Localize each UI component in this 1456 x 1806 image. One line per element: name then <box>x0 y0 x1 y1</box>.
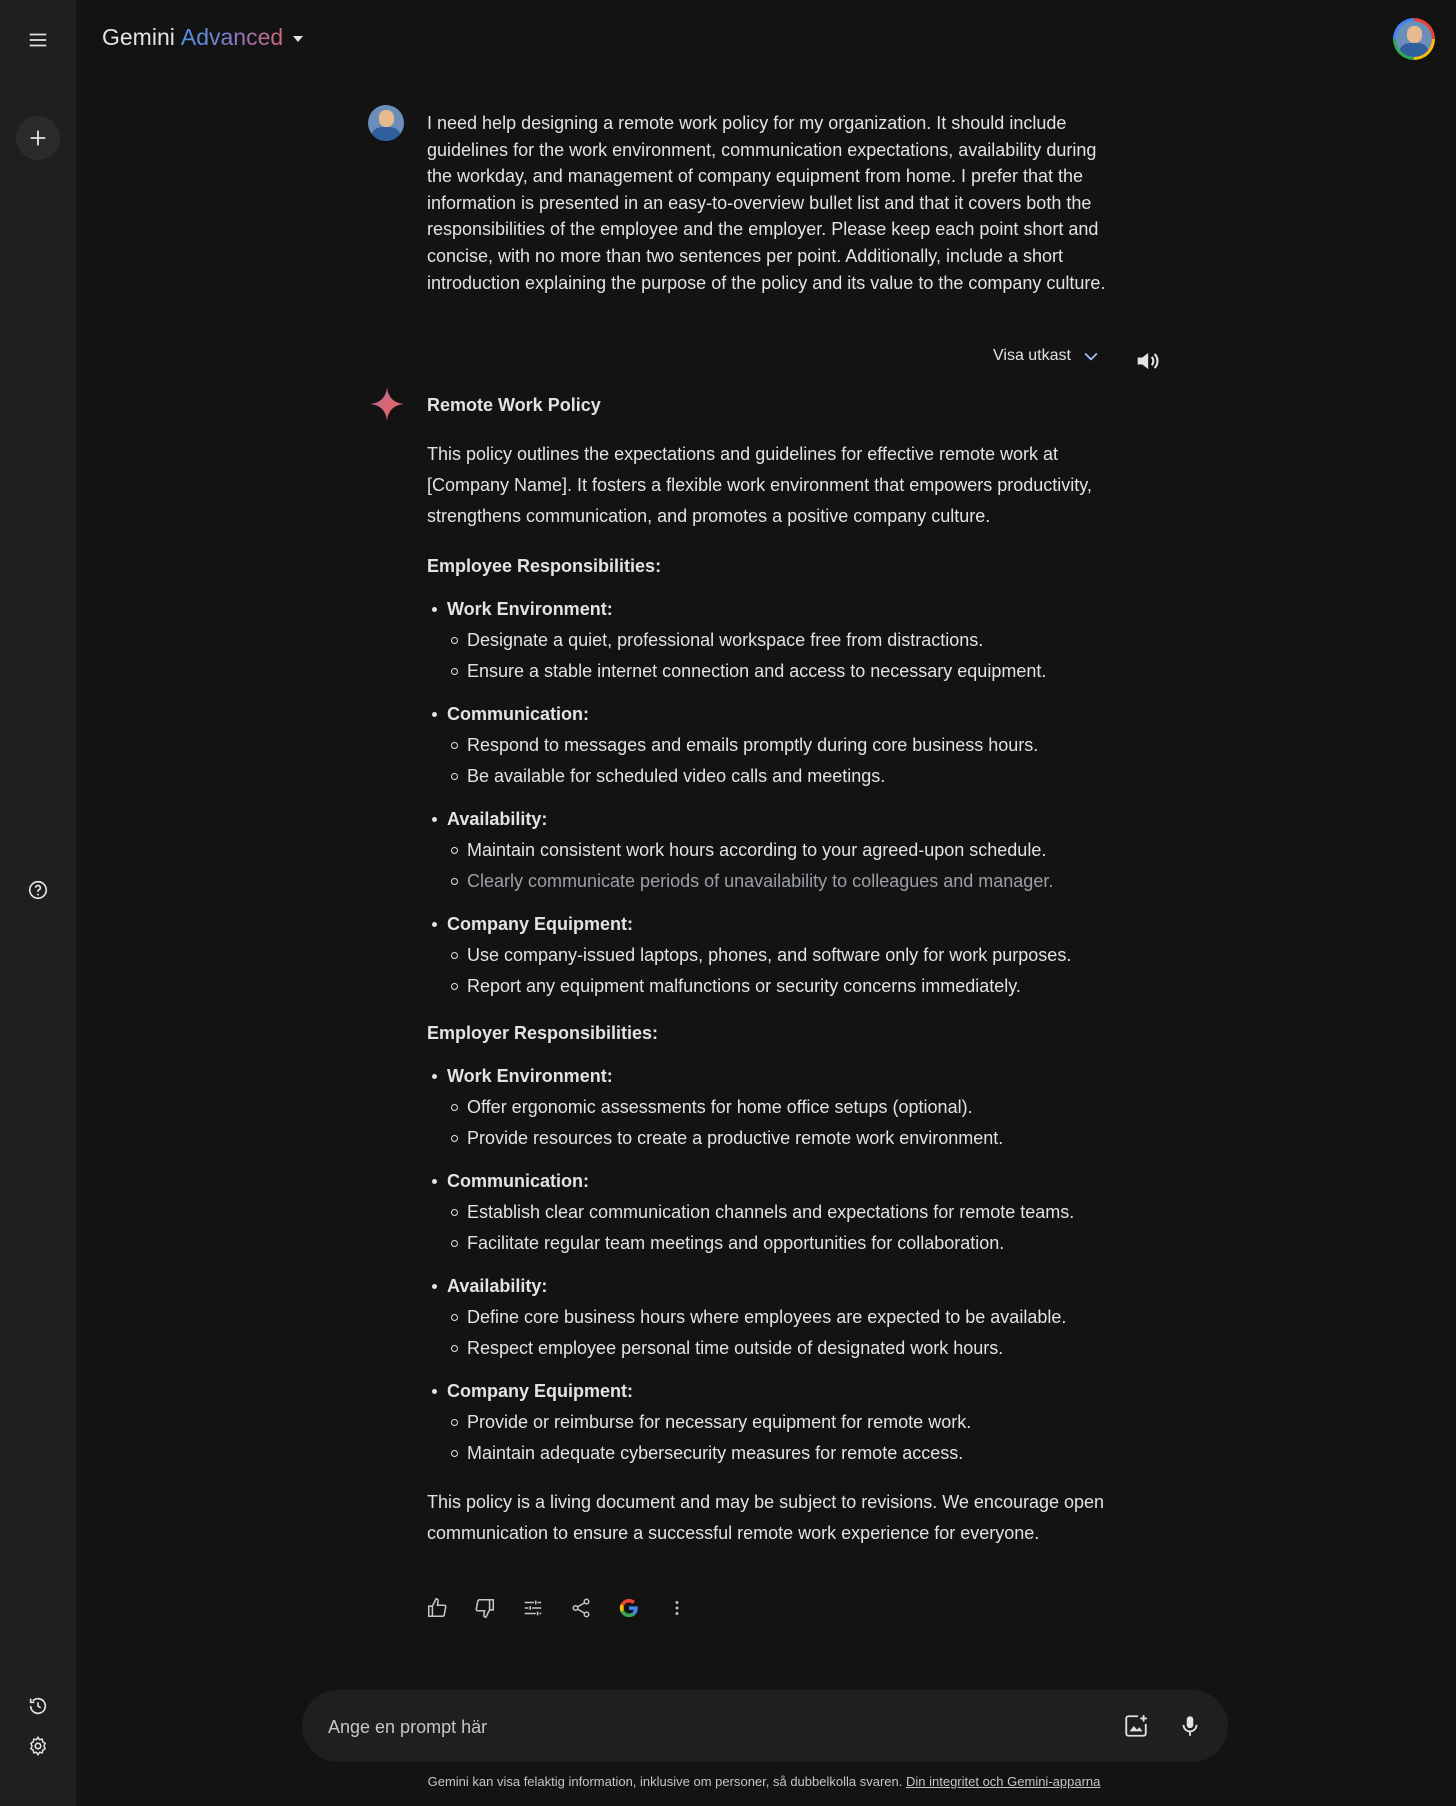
upload-image-button[interactable] <box>1122 1712 1150 1740</box>
chevron-down-icon <box>293 36 303 42</box>
account-avatar[interactable] <box>1393 18 1435 60</box>
activity-button[interactable] <box>16 1684 60 1728</box>
help-button[interactable] <box>16 868 60 912</box>
list-item: Be available for scheduled video calls and meetings. <box>427 763 1127 789</box>
side-rail <box>0 0 76 1806</box>
list-item: Company Equipment: <box>427 1378 1127 1404</box>
more-options-button[interactable] <box>665 1596 689 1620</box>
share-icon <box>570 1597 592 1619</box>
model-response <box>427 392 1127 1549</box>
privacy-link[interactable]: Din integritet och Gemini-apparna <box>905 1774 1101 1789</box>
new-chat-button[interactable] <box>16 116 60 160</box>
more-vert-icon <box>666 1597 688 1619</box>
thumbs-up-icon <box>426 1597 448 1619</box>
plus-icon <box>27 127 49 149</box>
chevron-down-icon <box>1081 346 1101 366</box>
list-item: Establish clear communication channels and expectations for remote teams. <box>427 1199 1127 1225</box>
avatar-image <box>1396 21 1432 57</box>
prompt-input[interactable] <box>326 1710 1110 1744</box>
list-item: Maintain consistent work hours according to your agreed-upon schedule. <box>427 837 1127 863</box>
disclaimer <box>0 1774 1456 1789</box>
gear-icon <box>27 1735 49 1757</box>
list-item: Communication: <box>427 701 1127 727</box>
list-item: Provide resources to create a productive remote work environment. <box>427 1125 1127 1151</box>
list-item: Use company-issued laptops, phones, and software only for work purposes. <box>427 942 1127 968</box>
show-drafts-label: Visa utkast <box>993 347 1071 364</box>
response-intro: This policy outlines the expectations and guidelines for effective remote work at [Company Name]. It fosters a flexible work environment that empowers productivity, strengthens communication, and promotes a positive company culture. <box>427 444 1092 526</box>
list-item: Work Environment: <box>427 1063 1127 1089</box>
thumbs-down-icon <box>474 1597 496 1619</box>
share-button[interactable] <box>569 1596 593 1620</box>
thumbs-up-button[interactable] <box>425 1596 449 1620</box>
menu-icon <box>27 29 49 51</box>
add-image-icon <box>1123 1713 1149 1739</box>
history-icon <box>27 1695 49 1717</box>
prompt-composer <box>302 1690 1228 1762</box>
modify-response-button[interactable] <box>521 1596 545 1620</box>
list-item: Availability: <box>427 1273 1127 1299</box>
list-item: Work Environment: <box>427 596 1127 622</box>
google-g-icon <box>618 1597 640 1619</box>
speaker-icon[interactable] <box>1133 347 1161 375</box>
google-check-button[interactable] <box>617 1596 641 1620</box>
list-item: Provide or reimburse for necessary equipment for remote work. <box>427 1409 1127 1435</box>
microphone-icon <box>1177 1713 1203 1739</box>
list-item: Designate a quiet, professional workspace free from distractions. <box>427 627 1127 653</box>
list-item: Offer ergonomic assessments for home office setups (optional). <box>427 1094 1127 1120</box>
app-title: Gemini <box>102 24 175 50</box>
list-item: Facilitate regular team meetings and opportunities for collaboration. <box>427 1230 1127 1256</box>
model-switcher[interactable] <box>102 24 303 51</box>
response-title: Remote Work Policy <box>427 395 601 415</box>
app-title-accent: Advanced <box>180 24 284 50</box>
help-icon <box>27 879 49 901</box>
tune-icon <box>522 1597 544 1619</box>
section-heading: Employer Responsibilities: <box>427 1023 659 1043</box>
section-heading: Employee Responsibilities: <box>427 556 662 576</box>
gemini-sparkle-icon <box>368 385 406 423</box>
thumbs-down-button[interactable] <box>473 1596 497 1620</box>
list-item: Respond to messages and emails promptly during core business hours. <box>427 732 1127 758</box>
response-actions <box>425 1596 689 1620</box>
list-item: Ensure a stable internet connection and access to necessary equipment. <box>427 658 1127 684</box>
list-item: Define core business hours where employees are expected to be available. <box>427 1304 1127 1330</box>
response-outro: This policy is a living document and may be subject to revisions. We encourage open communication to ensure a successful remote work experience for everyone. <box>427 1492 1105 1543</box>
user-avatar <box>368 105 404 141</box>
list-item: Communication: <box>427 1168 1127 1194</box>
list-item: Report any equipment malfunctions or security concerns immediately. <box>427 973 1127 999</box>
avatar-image <box>368 105 404 141</box>
list-item: Respect employee personal time outside of designated work hours. <box>427 1335 1127 1361</box>
settings-button[interactable] <box>16 1724 60 1768</box>
user-prompt: I need help designing a remote work policy for my organization. It should include guidelines for the work environment, communication expectations, availability during the workday, and management of company equipment from home. I prefer that the information is presented in an easy-to-overview bullet list and that it covers both the responsibilities of the employee and the employer. Please keep each point short and concise, with no more than two sentences per point. Additionally, include a short introduction explaining the purpose of the policy and its value to the company culture. <box>427 113 1106 293</box>
disclaimer-text: Gemini kan visa felaktig information, inklusive om personer, så dubbelkolla svaren. <box>427 1774 903 1789</box>
list-item: Availability: <box>427 806 1127 832</box>
microphone-button[interactable] <box>1176 1712 1204 1740</box>
list-item: Company Equipment: <box>427 911 1127 937</box>
list-item: Maintain adequate cybersecurity measures for remote access. <box>427 1440 1127 1466</box>
show-drafts-button[interactable] <box>993 346 1101 366</box>
list-item: Clearly communicate periods of unavailability to colleagues and manager. <box>427 868 1127 894</box>
menu-button[interactable] <box>16 18 60 62</box>
